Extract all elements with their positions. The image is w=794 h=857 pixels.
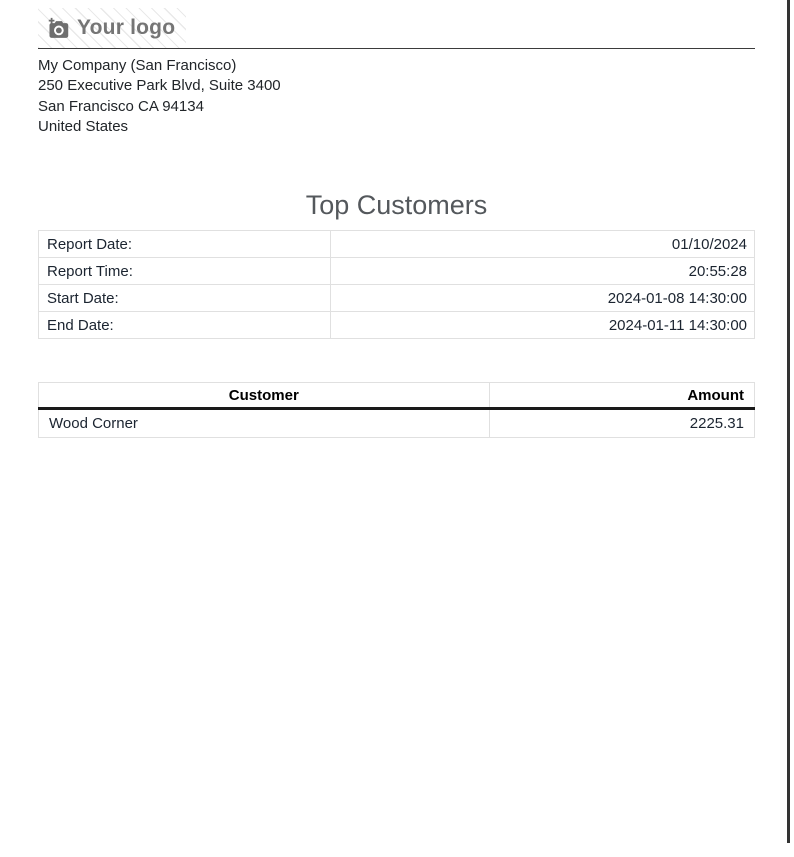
- company-address: [38, 56, 755, 137]
- table-row: [39, 409, 755, 438]
- page-edge: [787, 0, 790, 843]
- logo-placeholder: [38, 8, 186, 48]
- company-city: San Francisco CA 94134: [38, 97, 204, 115]
- info-value: 2024-01-08 14:30:00: [331, 285, 755, 312]
- info-label: Report Time:: [39, 258, 331, 285]
- header-divider: [38, 48, 755, 49]
- table-row: [39, 285, 755, 312]
- info-value: 01/10/2024: [331, 231, 755, 258]
- company-street: 250 Executive Park Blvd, Suite 3400: [38, 77, 281, 95]
- report-page: [38, 0, 755, 438]
- amount-cell: 2225.31: [489, 409, 754, 438]
- info-value: 2024-01-11 14:30:00: [331, 312, 755, 339]
- info-label: Report Date:: [39, 231, 331, 258]
- logo-label: Your logo: [77, 16, 176, 39]
- info-label: End Date:: [39, 312, 331, 339]
- customer-cell: Wood Corner: [39, 409, 490, 438]
- table-header-row: [39, 383, 755, 409]
- page-title: Top Customers: [305, 190, 488, 221]
- table-row: [39, 258, 755, 285]
- info-label: Start Date:: [39, 285, 331, 312]
- info-value: 20:55:28: [331, 258, 755, 285]
- table-row: [39, 231, 755, 258]
- customer-column-header: Customer: [39, 383, 490, 409]
- report-info-table: [38, 230, 755, 339]
- top-customers-table: [38, 382, 755, 438]
- table-row: [39, 312, 755, 339]
- company-country: United States: [38, 117, 129, 135]
- amount-column-header: Amount: [489, 383, 754, 409]
- camera-plus-icon: [47, 17, 70, 39]
- company-name: My Company (San Francisco): [38, 57, 237, 74]
